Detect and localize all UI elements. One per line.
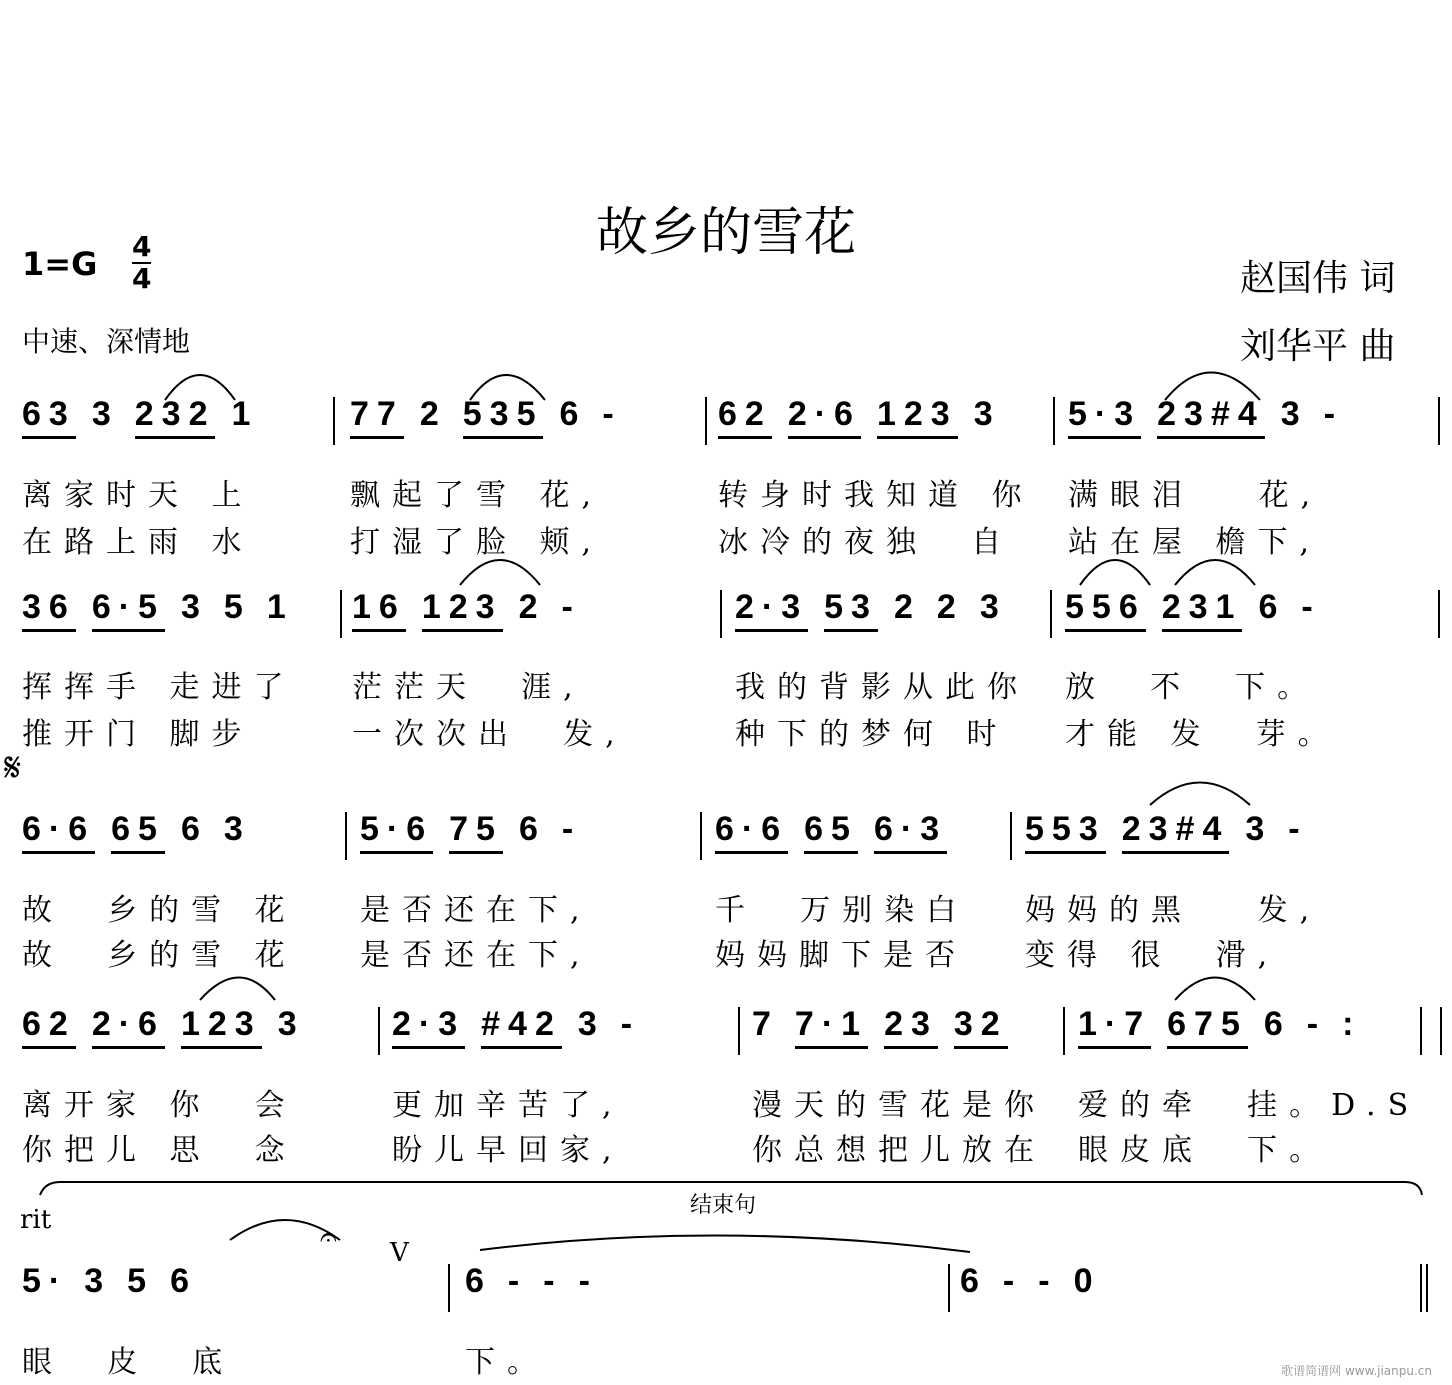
note-group: 123	[422, 588, 503, 632]
note-group: -	[507, 1262, 528, 1300]
note-group: 3	[1245, 810, 1273, 848]
note-group: 32	[954, 1005, 1008, 1049]
barline	[1063, 1007, 1065, 1055]
lyric-segment: 冰冷的夜独 自	[718, 525, 1014, 560]
lyric-segment: 故 乡的雪 花	[22, 893, 297, 928]
note-group: -	[543, 1262, 563, 1300]
slur	[480, 1235, 970, 1252]
song-title: 故乡的雪花	[595, 203, 856, 263]
note-group: #42	[481, 1005, 562, 1049]
lyric-segment: 妈妈脚下是否	[715, 938, 967, 973]
tempo-marking: 中速、深情地	[22, 325, 191, 358]
barline	[1426, 1264, 1428, 1312]
measure	[735, 588, 1007, 632]
note-group: -	[1288, 810, 1308, 848]
measure	[718, 395, 1001, 439]
note-group: -	[561, 588, 581, 626]
lyric-segment: 变得 很 滑,	[1025, 938, 1280, 973]
note-group: 232	[135, 395, 216, 439]
measure	[960, 1262, 1101, 1301]
note-group: 62	[718, 395, 772, 439]
note-group: -	[1301, 588, 1321, 626]
note-group: 6·6	[715, 810, 788, 854]
note-group: 16	[352, 588, 406, 632]
note-group: 23	[884, 1005, 938, 1049]
note-group: 6	[960, 1262, 987, 1300]
lyric-segment: 站在屋 檐下,	[1068, 525, 1322, 560]
note-group: 2·3	[735, 588, 808, 632]
note-group: 2·3	[392, 1005, 465, 1049]
lyric-segment: 推开门 脚步	[22, 717, 254, 752]
note-group: 3	[223, 810, 251, 848]
note-group: 5	[127, 1262, 155, 1300]
note-group: 2·6	[92, 1005, 165, 1049]
lyric-segment: 故 乡的雪 花	[22, 938, 297, 973]
lyric-segment: 盼儿早回家,	[392, 1133, 624, 1168]
measure	[1025, 810, 1308, 854]
rit-marking: rit	[20, 1205, 52, 1235]
note-group: 123	[181, 1005, 262, 1049]
lyric-segment: 更加辛苦了,	[392, 1088, 624, 1123]
note-group: 2·6	[788, 395, 861, 439]
note-group: -	[620, 1005, 641, 1043]
barline	[378, 1007, 380, 1055]
lyric-segment: 离家时天 上	[22, 478, 254, 513]
lyric-segment: 你把儿 思 念	[22, 1133, 297, 1168]
note-group: 2	[893, 588, 921, 626]
lyric-segment: 是否还在下,	[360, 938, 592, 973]
note-group: 3	[180, 588, 208, 626]
note-group: -	[602, 395, 622, 433]
slur	[1080, 560, 1150, 585]
note-group: 6	[1258, 588, 1286, 626]
watermark: 歌谱简谱网 www.jianpu.cn	[1281, 1364, 1432, 1378]
note-group: 23#4	[1122, 810, 1230, 854]
lyric-segment: 下。	[465, 1345, 549, 1380]
note-group: 3	[91, 395, 119, 433]
note-group: 0	[1073, 1262, 1101, 1300]
note-group: 6	[518, 810, 546, 848]
measure	[22, 810, 251, 854]
lyric-segment: 放 不 下。	[1065, 670, 1320, 705]
barline	[700, 812, 702, 860]
note-group: 3	[979, 588, 1007, 626]
lyric-segment: 离开家 你 会	[22, 1088, 297, 1123]
note-group: 6	[1263, 1005, 1291, 1043]
measure	[22, 395, 258, 439]
barline	[738, 1007, 740, 1055]
measure	[22, 1005, 305, 1049]
barline	[1420, 1007, 1422, 1055]
note-group: 53	[824, 588, 878, 632]
note-group: 77	[350, 395, 404, 439]
barline	[1440, 1007, 1442, 1055]
note-group: :	[1342, 1005, 1362, 1043]
barline	[1050, 590, 1052, 638]
lyric-segment: 是否还在下,	[360, 893, 592, 928]
barline	[345, 812, 347, 860]
note-group: 7	[752, 1005, 779, 1043]
barline	[1438, 590, 1440, 638]
key-signature: 1=G	[22, 245, 98, 283]
note-group: -	[561, 810, 582, 848]
note-group: -	[1038, 1262, 1058, 1300]
barline	[448, 1264, 450, 1312]
note-group: 1	[231, 395, 259, 433]
note-group: 6	[180, 810, 208, 848]
lyric-segment: 种下的梦何 时	[735, 717, 1009, 752]
measure	[1065, 588, 1321, 632]
barline	[1438, 397, 1440, 445]
note-group: 3	[277, 1005, 305, 1043]
lyric-segment: 眼 皮 底	[22, 1345, 235, 1380]
note-group: 6	[465, 1262, 492, 1300]
barline	[1053, 397, 1055, 445]
note-group: 63	[22, 395, 76, 439]
note-group: 2	[936, 588, 964, 626]
note-group: 2	[518, 588, 546, 626]
lyric-segment: 打湿了脸 颊,	[350, 525, 604, 560]
note-group: 6	[559, 395, 587, 433]
note-group: 62	[22, 1005, 76, 1049]
note-group: 6	[170, 1262, 197, 1300]
lyric-segment: 才能 发 芽。	[1065, 717, 1340, 752]
note-group: 535	[463, 395, 544, 439]
note-group: 1·7	[1078, 1005, 1151, 1049]
time-signature: 4 4	[132, 230, 152, 295]
slur	[200, 978, 275, 1001]
note-group: 75	[449, 810, 503, 854]
note-group: 36	[22, 588, 76, 632]
note-group: 65	[111, 810, 165, 854]
note-group: 5·	[22, 1262, 69, 1300]
note-group: 3	[577, 1005, 605, 1043]
barline	[1010, 812, 1012, 860]
note-group: 23#4	[1157, 395, 1265, 439]
note-group: 7·1	[795, 1005, 868, 1049]
slur	[1175, 560, 1255, 585]
note-group: -	[1002, 1262, 1023, 1300]
note-group: 65	[804, 810, 858, 854]
note-group: 6·5	[92, 588, 165, 632]
note-group: -	[1306, 1005, 1327, 1043]
note-group: 1	[266, 588, 294, 626]
note-group: 6·3	[874, 810, 947, 854]
measure	[752, 1005, 1008, 1049]
barline	[333, 397, 335, 445]
lyricist: 赵国伟 词	[1240, 258, 1396, 299]
fermata-icon: 𝄐	[320, 1220, 337, 1255]
note-group: 5·3	[1068, 395, 1141, 439]
note-group: 3	[1280, 395, 1308, 433]
ending-label: 结束句	[690, 1193, 757, 1218]
lyric-segment: 爱的牵 挂。D.S	[1078, 1088, 1421, 1123]
note-group: 3	[973, 395, 1001, 433]
note-group: 6·6	[22, 810, 95, 854]
barline	[1420, 1264, 1422, 1312]
lyric-segment: 一次次出 发,	[352, 717, 627, 752]
note-group: 123	[877, 395, 958, 439]
lyric-segment: 我的背影从此你	[735, 670, 1029, 705]
note-group: 5	[223, 588, 251, 626]
note-group: 553	[1025, 810, 1106, 854]
note-group: 3	[84, 1262, 112, 1300]
measure	[1078, 1005, 1361, 1049]
ending-bracket	[40, 1182, 1422, 1195]
barline	[720, 590, 722, 638]
note-group: 675	[1167, 1005, 1248, 1049]
measure	[1068, 395, 1343, 439]
measure	[715, 810, 947, 854]
composer: 刘华平 曲	[1240, 326, 1396, 367]
lyric-segment: 漫天的雪花是你	[752, 1088, 1046, 1123]
lyric-segment: 转身时我知道 你	[718, 478, 1034, 513]
note-group: -	[1323, 395, 1344, 433]
measure	[360, 810, 581, 854]
measure	[392, 1005, 640, 1049]
slur	[1150, 783, 1250, 806]
lyric-segment: 挥挥手 走进了	[22, 670, 296, 705]
note-group: 5·6	[360, 810, 433, 854]
barline	[948, 1264, 950, 1312]
breath-mark: V	[390, 1238, 409, 1268]
lyric-segment: 眼皮底 下。	[1078, 1133, 1332, 1168]
slur	[230, 1220, 340, 1240]
barline	[340, 590, 342, 638]
measure	[22, 1262, 197, 1301]
measure	[352, 588, 581, 632]
note-group: -	[578, 1262, 598, 1300]
measure	[465, 1262, 598, 1301]
lyric-segment: 在路上雨 水	[22, 525, 254, 560]
barline	[705, 397, 707, 445]
lyric-segment: 满眼泪 花,	[1068, 478, 1323, 513]
measure	[350, 395, 622, 439]
lyric-segment: 飘起了雪 花,	[350, 478, 604, 513]
note-group: 2	[419, 395, 447, 433]
note-group: 231	[1162, 588, 1243, 632]
lyric-segment: 茫茫天 涯,	[352, 670, 585, 705]
lyric-segment: 你总想把儿放在	[752, 1133, 1046, 1168]
lyric-segment: 妈妈的黑 发,	[1025, 893, 1322, 928]
note-group: 556	[1065, 588, 1146, 632]
lyric-segment: 千 万别染白	[715, 893, 969, 928]
slur	[1175, 978, 1255, 1001]
measure	[22, 588, 294, 632]
slur	[460, 560, 540, 585]
segno-icon: 𝄋	[4, 745, 22, 791]
